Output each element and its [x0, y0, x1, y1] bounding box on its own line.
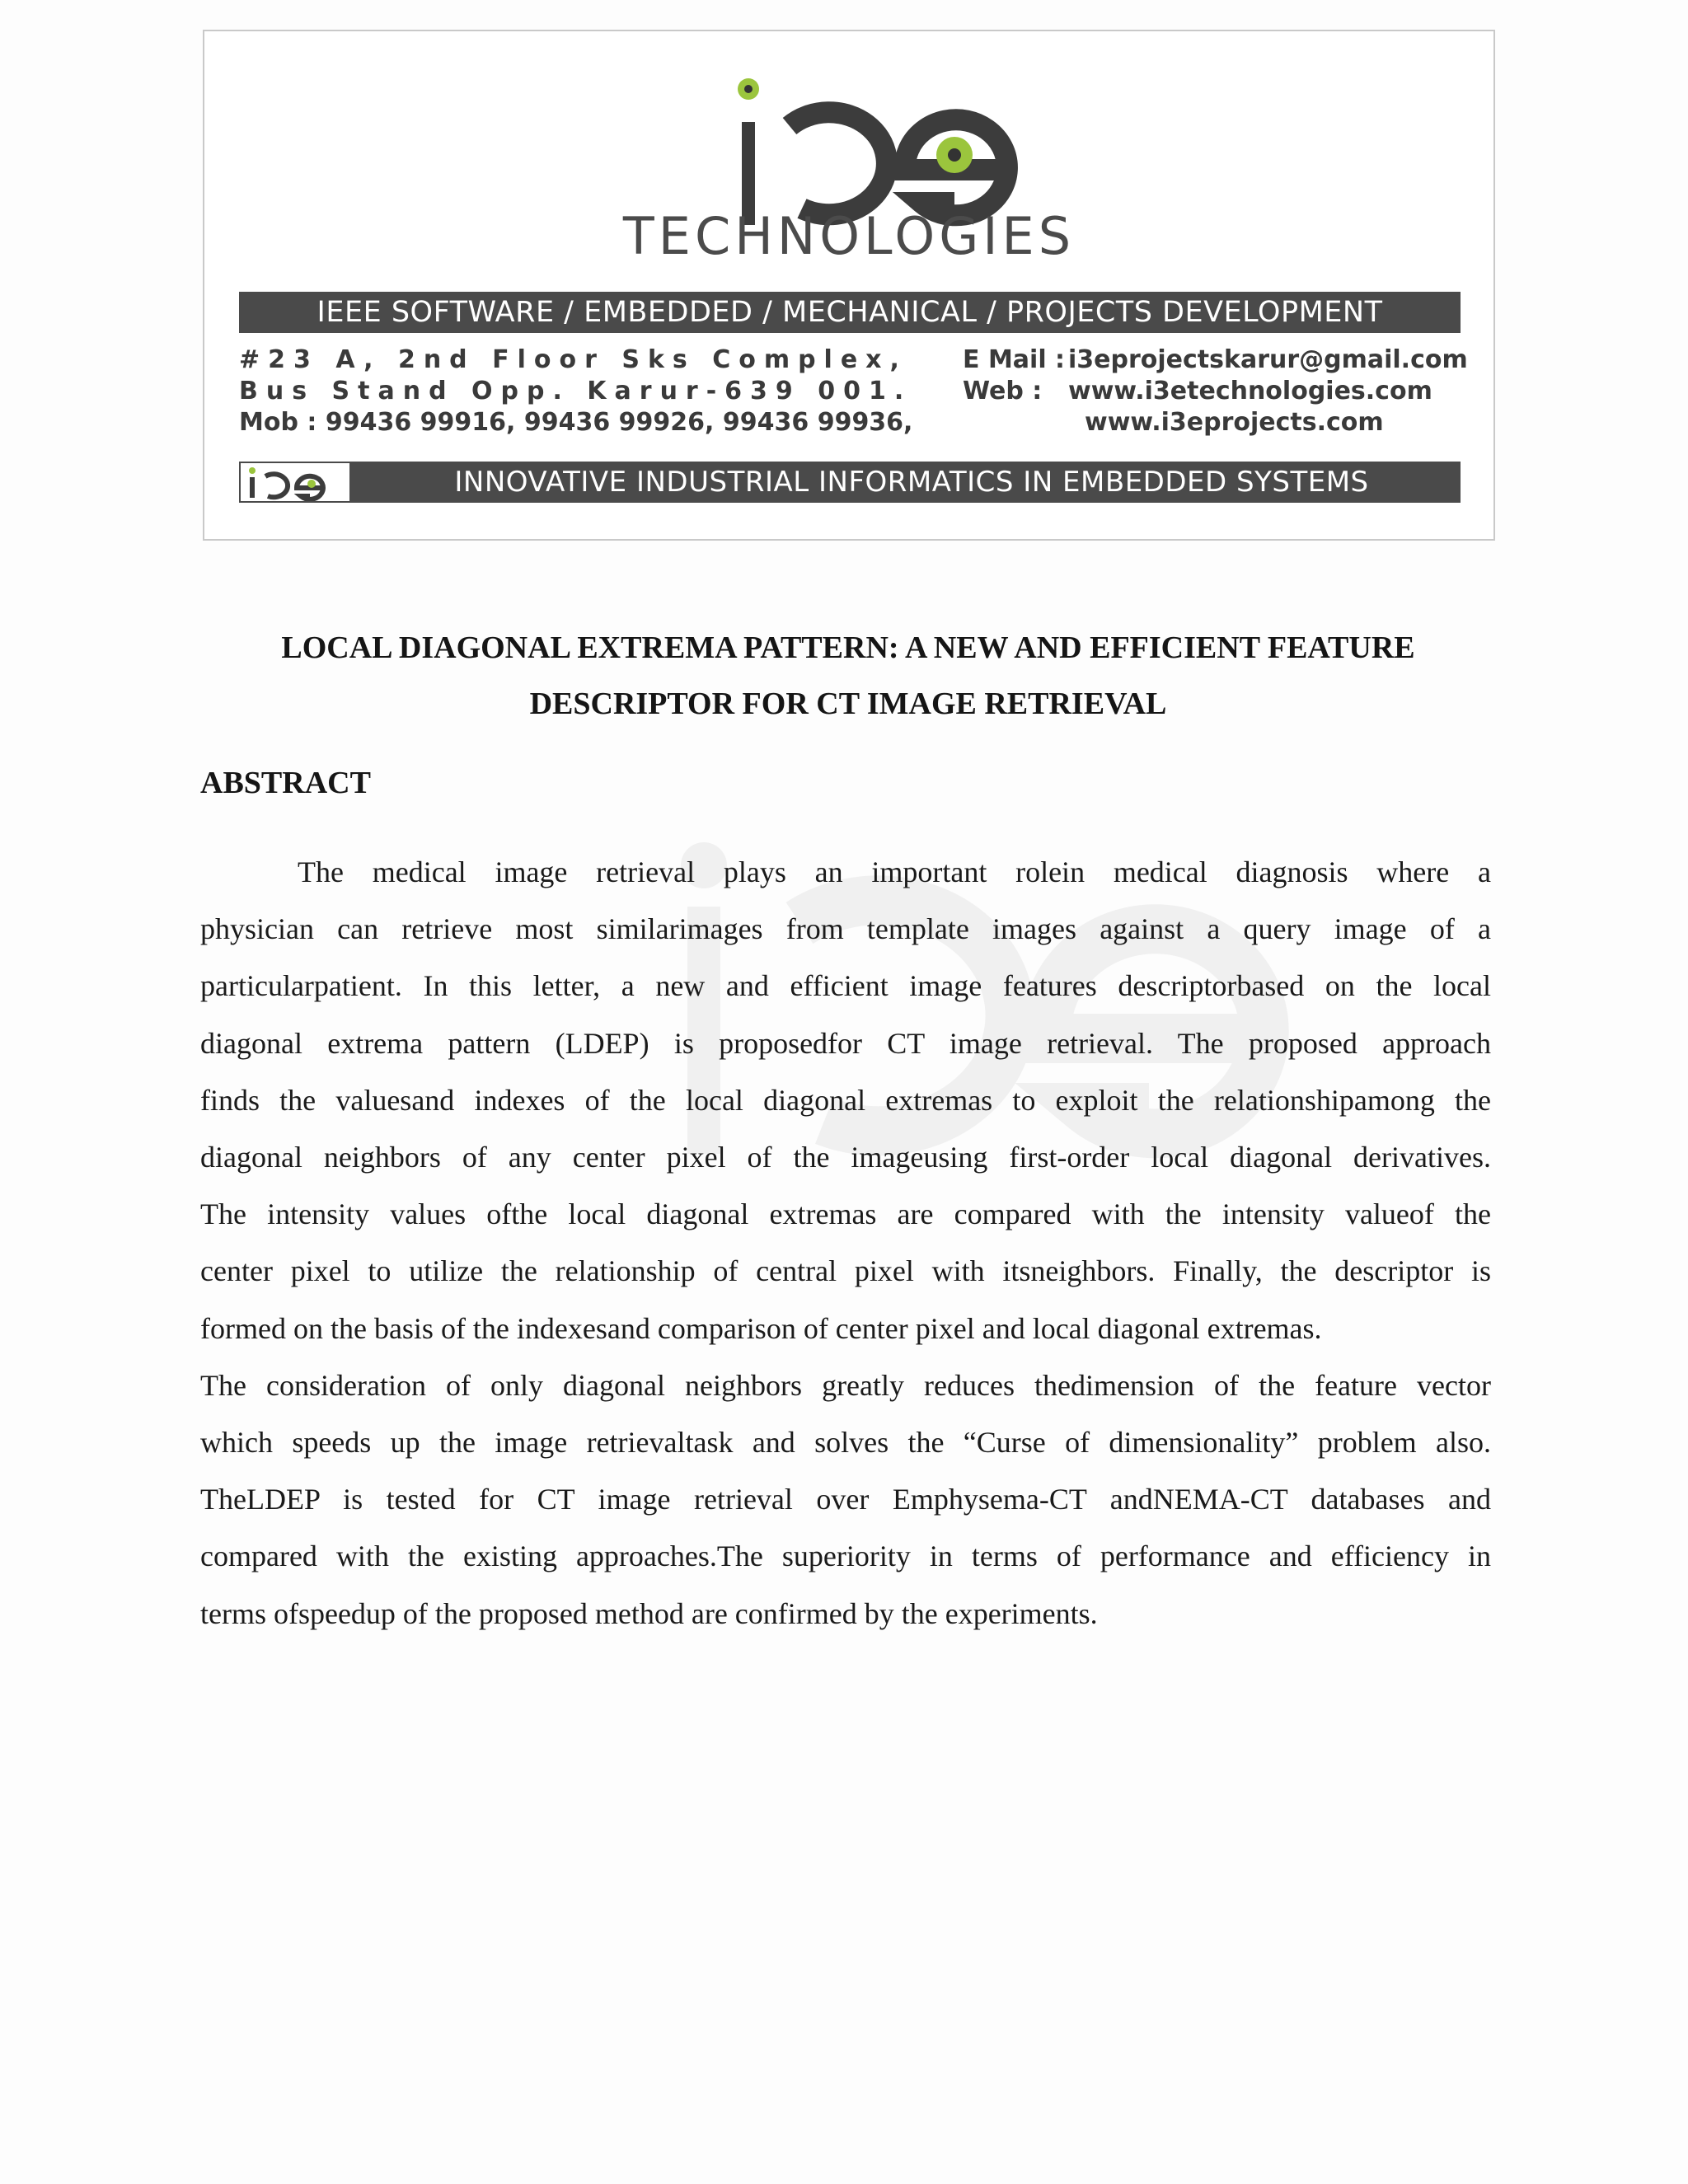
website-link-secondary: www.i3eprojects.com	[1085, 408, 1384, 437]
website-link: www.i3etechnologies.com	[1068, 377, 1432, 405]
abstract-line: The medical image retrieval plays an important rolein medical diagnosis where a	[298, 855, 1491, 888]
abstract-line: finds the valuesand indexes of the local diagonal extremas to exploit the relationshipamong the	[200, 1083, 1491, 1117]
spacer	[963, 407, 1068, 438]
title-line: DESCRIPTOR FOR CT IMAGE RETRIEVAL	[529, 687, 1167, 721]
abstract-line: particularpatient. In this letter, a new and efficient image features descriptorbased on the local	[200, 969, 1491, 1003]
title-line: LOCAL DIAGONAL EXTREMA PATTERN: A NEW AND EFFICIENT FEATURE	[281, 630, 1415, 665]
abstract-line: compared with the existing approaches.The superiority in terms of performance and efficiency in	[200, 1540, 1491, 1573]
abstract-line: diagonal extrema pattern (LDEP) is proposedfor CT image retrieval. The proposed approach	[200, 1026, 1491, 1060]
abstract-line: The intensity values ofthe local diagonal extremas are compared with the intensity valueof the	[200, 1197, 1491, 1231]
abstract-line: TheLDEP is tested for CT image retrieval over Emphysema-CT andNEMA-CT databases and	[200, 1483, 1491, 1516]
services-bar: IEEE SOFTWARE / EMBEDDED / MECHANICAL / PROJECTS DEVELOPMENT	[239, 292, 1461, 333]
abstract-line: formed on the basis of the indexesand comparison of center pixel and local diagonal extremas.	[200, 1311, 1322, 1345]
abstract-line: which speeds up the image retrievaltask and solves the “Curse of dimensionality” problem also.	[200, 1426, 1491, 1460]
address-line: #23 A, 2nd Floor Sks Complex,	[239, 345, 907, 374]
email-label: E Mail :	[963, 345, 1066, 374]
abstract-line: center pixel to utilize the relationship of central pixel with itsneighbors. Finally, the descriptor is	[200, 1254, 1491, 1288]
company-logo-small	[241, 463, 349, 501]
abstract-paragraph	[200, 844, 1491, 1643]
document-title	[203, 620, 1493, 732]
company-name: TECHNOLOGIES	[622, 206, 1076, 266]
address-line: Bus Stand Opp. Karur-639 001.	[239, 377, 912, 405]
abstract-line: The consideration of only diagonal neighbors greatly reduces thedimension of the feature vector	[200, 1368, 1491, 1402]
phone-line: Mob : 99436 99916, 99436 99926, 99436 99936,	[239, 408, 913, 437]
abstract-line: physician can retrieve most similarimages from template images against a query image of a	[200, 912, 1491, 946]
company-logo	[682, 64, 1062, 229]
contact-block	[963, 344, 1468, 438]
letterhead-banner	[203, 30, 1495, 541]
abstract-heading: ABSTRACT	[200, 766, 371, 800]
web-label: Web :	[963, 377, 1043, 405]
address-block	[239, 344, 912, 438]
email-address: i3eprojectskarur@gmail.com	[1068, 345, 1468, 374]
tagline-bar: INNOVATIVE INDUSTRIAL INFORMATICS IN EMBEDDED SYSTEMS	[239, 462, 1461, 503]
abstract-line: diagonal neighbors of any center pixel of the imageusing first-order local diagonal derivatives.	[200, 1141, 1491, 1174]
abstract-line: terms ofspeedup of the proposed method are confirmed by the experiments.	[200, 1596, 1098, 1630]
